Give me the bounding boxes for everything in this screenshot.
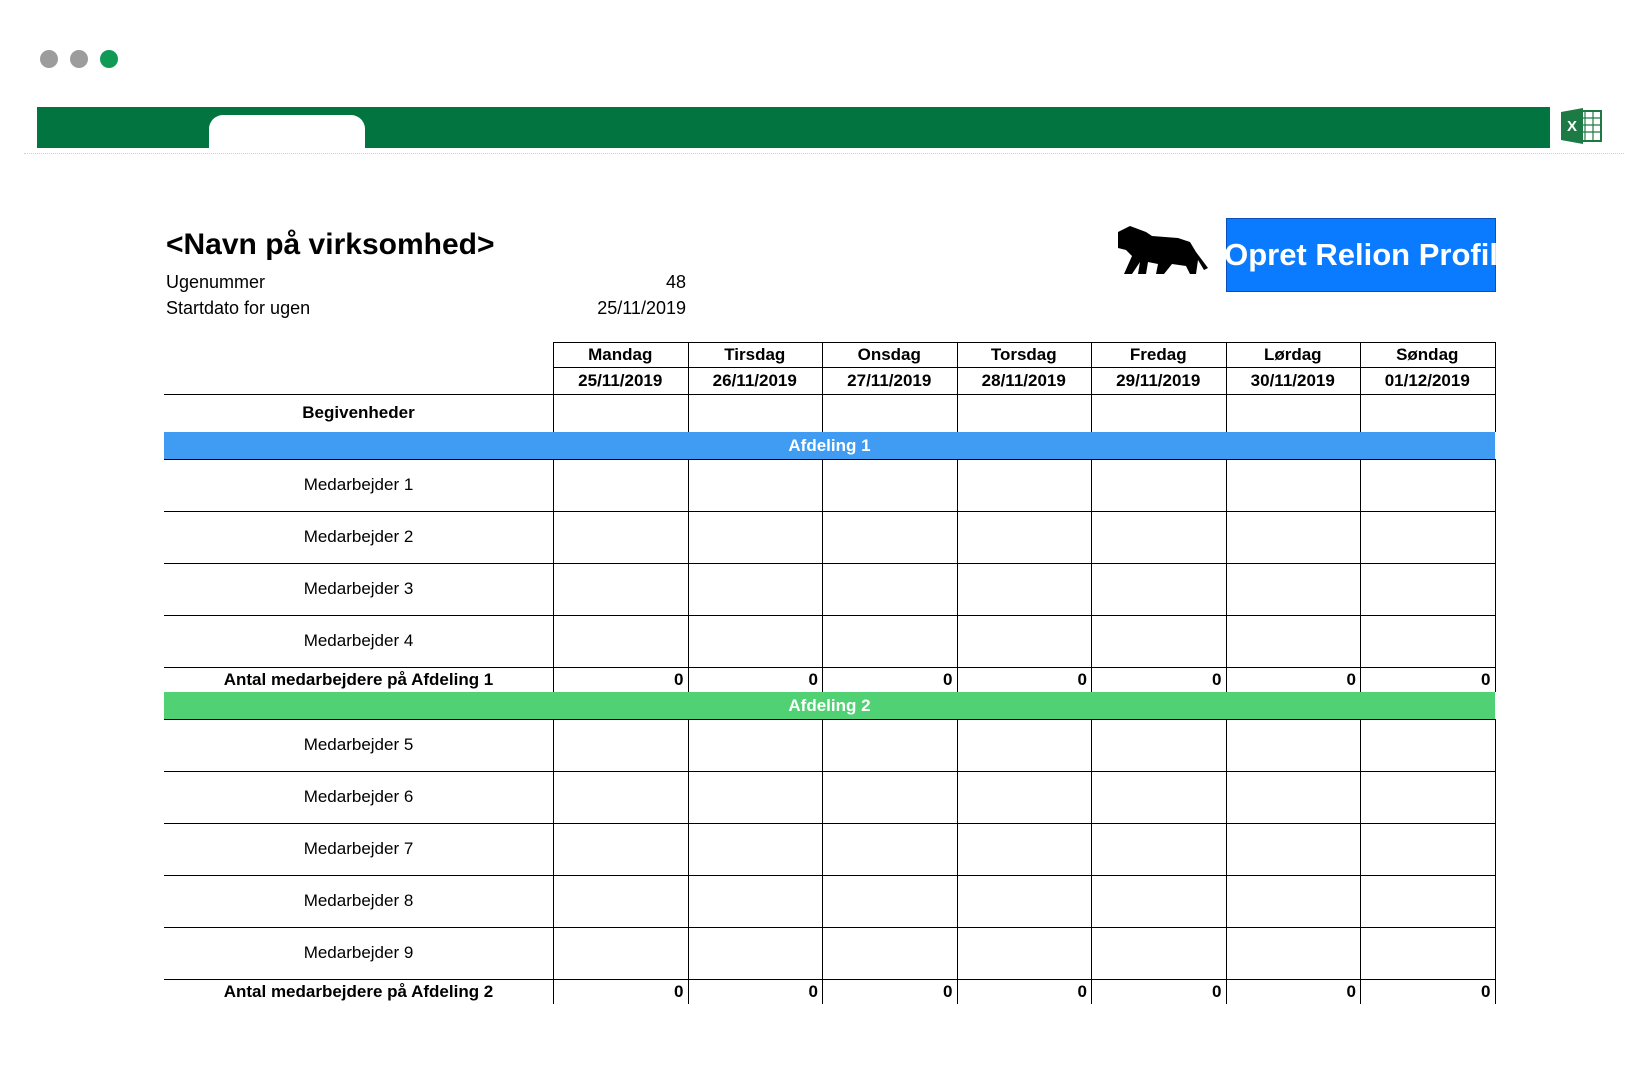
schedule-table	[164, 342, 1495, 1006]
day-header-lørdag[interactable]: Lørdag	[1263, 344, 1322, 364]
excel-icon	[1561, 107, 1605, 145]
grid-line	[957, 979, 958, 1004]
department-total-value: 0	[1077, 981, 1087, 1001]
day-header-tirsdag[interactable]: Tirsdag	[724, 344, 786, 364]
day-date[interactable]: 01/12/2019	[1384, 370, 1470, 390]
grid-line	[1360, 511, 1361, 563]
window-minimize-dot[interactable]	[70, 50, 88, 68]
grid-line	[957, 563, 958, 615]
grid-line	[688, 875, 689, 927]
employee-name[interactable]: Medarbejder 4	[303, 631, 414, 650]
grid-line	[553, 342, 554, 394]
grid-line	[1495, 459, 1496, 511]
shift-cell[interactable]	[822, 719, 957, 771]
shift-cell[interactable]	[1091, 771, 1226, 823]
shift-cell[interactable]	[688, 927, 823, 979]
events-cell[interactable]	[822, 394, 957, 432]
department-total-value: 0	[808, 669, 818, 689]
grid-line	[1226, 394, 1227, 432]
grid-line	[957, 771, 958, 823]
shift-cell[interactable]	[822, 511, 957, 563]
grid-line	[1226, 771, 1227, 823]
shift-cell[interactable]	[688, 563, 823, 615]
shift-cell[interactable]	[1091, 615, 1226, 667]
shift-cell[interactable]	[822, 875, 957, 927]
grid-line	[553, 927, 554, 979]
shift-cell[interactable]	[1091, 875, 1226, 927]
employee-name[interactable]: Medarbejder 6	[303, 787, 414, 806]
day-header-mandag[interactable]: Mandag	[588, 344, 653, 364]
shift-cell[interactable]	[957, 563, 1092, 615]
grid-line	[553, 719, 554, 771]
shift-cell[interactable]	[1091, 459, 1226, 511]
shift-cell[interactable]	[822, 823, 957, 875]
shift-cell[interactable]	[1360, 563, 1495, 615]
grid-line	[1091, 615, 1092, 667]
shift-cell[interactable]	[822, 771, 957, 823]
shift-cell[interactable]	[553, 823, 688, 875]
day-date[interactable]: 29/11/2019	[1116, 370, 1201, 390]
grid-line	[822, 719, 823, 771]
grid-line	[957, 823, 958, 875]
grid-line	[1360, 667, 1361, 692]
grid-line	[957, 459, 958, 511]
shift-cell[interactable]	[1360, 459, 1495, 511]
shift-cell[interactable]	[957, 615, 1092, 667]
shift-cell[interactable]	[822, 927, 957, 979]
events-cell[interactable]	[553, 394, 688, 432]
day-header-søndag[interactable]: Søndag	[1396, 344, 1459, 364]
shift-cell[interactable]	[1226, 459, 1361, 511]
employee-name[interactable]: Medarbejder 3	[303, 579, 414, 598]
grid-line	[957, 719, 958, 771]
grid-line	[1495, 615, 1496, 667]
grid-line	[1495, 875, 1496, 927]
shift-cell[interactable]	[1360, 823, 1495, 875]
grid-line	[822, 875, 823, 927]
grid-line	[1360, 771, 1361, 823]
day-date[interactable]: 28/11/2019	[981, 370, 1066, 390]
grid-line	[553, 875, 554, 927]
shift-cell[interactable]	[1226, 511, 1361, 563]
department-total-value: 0	[1346, 981, 1356, 1001]
department-total-value: 0	[808, 981, 818, 1001]
svg-text:X: X	[1566, 118, 1578, 135]
department-total-label: Antal medarbejdere på Afdeling 1	[223, 669, 494, 689]
grid-line	[822, 771, 823, 823]
shift-cell[interactable]	[1226, 875, 1361, 927]
shift-cell[interactable]	[688, 615, 823, 667]
grid-line	[1360, 342, 1361, 394]
shift-cell[interactable]	[1091, 927, 1226, 979]
grid-line	[1091, 771, 1092, 823]
shift-cell[interactable]	[1091, 563, 1226, 615]
week-number-value[interactable]: 48	[665, 272, 686, 292]
shift-cell[interactable]	[1226, 771, 1361, 823]
grid-line	[688, 771, 689, 823]
grid-line	[1091, 979, 1092, 1004]
ribbon-divider	[24, 153, 1624, 154]
grid-line	[1226, 875, 1227, 927]
grid-line	[553, 823, 554, 875]
grid-line	[688, 342, 689, 394]
grid-line	[822, 459, 823, 511]
grid-line	[688, 979, 689, 1004]
grid-line	[1226, 823, 1227, 875]
department-total-value: 0	[1212, 669, 1222, 689]
grid-line	[553, 979, 554, 1004]
company-name[interactable]: <Navn på virksomhed>	[166, 228, 495, 261]
employee-name[interactable]: Medarbejder 2	[303, 527, 414, 546]
department-total-value: 0	[674, 669, 684, 689]
window-close-dot[interactable]	[40, 50, 58, 68]
window-zoom-dot[interactable]	[100, 50, 118, 68]
grid-line	[1495, 979, 1496, 1004]
shift-cell[interactable]	[553, 771, 688, 823]
grid-line	[1495, 823, 1496, 875]
shift-cell[interactable]	[553, 719, 688, 771]
employee-name[interactable]: Medarbejder 8	[303, 891, 414, 910]
shift-cell[interactable]	[822, 459, 957, 511]
grid-line	[688, 823, 689, 875]
grid-line	[553, 563, 554, 615]
department-total-value: 0	[943, 981, 953, 1001]
grid-line	[957, 875, 958, 927]
grid-line	[1091, 342, 1092, 394]
day-date[interactable]: 26/11/2019	[712, 370, 797, 390]
shift-cell[interactable]	[1226, 927, 1361, 979]
grid-line	[1495, 563, 1496, 615]
shift-cell[interactable]	[688, 459, 823, 511]
grid-line	[1495, 394, 1496, 432]
events-cell[interactable]	[1091, 394, 1226, 432]
grid-line	[688, 667, 689, 692]
grid-line	[822, 394, 823, 432]
events-cell[interactable]	[1360, 394, 1495, 432]
grid-line	[1360, 615, 1361, 667]
grid-line	[1495, 719, 1496, 771]
grid-line	[822, 979, 823, 1004]
events-label: Begivenheder	[302, 403, 415, 422]
grid-line	[688, 615, 689, 667]
grid-line	[1495, 342, 1496, 394]
shift-cell[interactable]	[553, 875, 688, 927]
shift-cell[interactable]	[1360, 615, 1495, 667]
grid-line	[1226, 979, 1227, 1004]
shift-cell[interactable]	[1360, 875, 1495, 927]
grid-line	[688, 459, 689, 511]
grid-line	[688, 511, 689, 563]
shift-cell[interactable]	[688, 771, 823, 823]
employee-name[interactable]: Medarbejder 9	[303, 943, 414, 962]
day-date[interactable]: 27/11/2019	[847, 370, 932, 390]
shift-cell[interactable]	[1091, 511, 1226, 563]
grid-line	[1360, 394, 1361, 432]
grid-line	[1226, 615, 1227, 667]
grid-line	[1495, 511, 1496, 563]
grid-line	[1495, 771, 1496, 823]
shift-cell[interactable]	[553, 511, 688, 563]
grid-line	[957, 511, 958, 563]
grid-line	[1226, 927, 1227, 979]
shift-cell[interactable]	[1360, 719, 1495, 771]
grid-line	[1226, 667, 1227, 692]
shift-cell[interactable]	[553, 563, 688, 615]
grid-line	[688, 927, 689, 979]
department-total-value: 0	[943, 669, 953, 689]
grid-line	[822, 927, 823, 979]
shift-cell[interactable]	[957, 511, 1092, 563]
department-header: Afdeling 1	[164, 432, 1495, 459]
day-header-onsdag[interactable]: Onsdag	[857, 344, 921, 364]
grid-line	[1091, 719, 1092, 771]
grid-line	[553, 667, 554, 692]
week-number-label: Ugenummer	[166, 272, 266, 292]
grid-line	[553, 459, 554, 511]
grid-line	[1360, 719, 1361, 771]
grid-line	[1226, 719, 1227, 771]
shift-cell[interactable]	[822, 615, 957, 667]
shift-cell[interactable]	[1091, 823, 1226, 875]
department-total-value: 0	[674, 981, 684, 1001]
grid-line	[688, 394, 689, 432]
lion-icon	[1112, 226, 1212, 286]
shift-cell[interactable]	[957, 459, 1092, 511]
start-date-label: Startdato for ugen	[166, 298, 311, 318]
shift-cell[interactable]	[688, 511, 823, 563]
shift-cell[interactable]	[1360, 927, 1495, 979]
shift-cell[interactable]	[957, 927, 1092, 979]
shift-cell[interactable]	[688, 823, 823, 875]
grid-line	[1360, 927, 1361, 979]
grid-line	[1091, 875, 1092, 927]
grid-line	[1091, 563, 1092, 615]
events-cell[interactable]	[688, 394, 823, 432]
events-cell[interactable]	[1226, 394, 1361, 432]
department-total-label: Antal medarbejdere på Afdeling 2	[223, 981, 494, 1001]
shift-cell[interactable]	[957, 823, 1092, 875]
grid-line	[553, 394, 554, 432]
grid-line	[1226, 563, 1227, 615]
shift-cell[interactable]	[1226, 823, 1361, 875]
grid-line	[553, 511, 554, 563]
employee-name[interactable]: Medarbejder 5	[303, 735, 414, 754]
shift-cell[interactable]	[688, 875, 823, 927]
grid-line	[822, 342, 823, 394]
shift-cell[interactable]	[957, 719, 1092, 771]
grid-line	[1091, 823, 1092, 875]
department-total-value: 0	[1077, 669, 1087, 689]
shift-cell[interactable]	[1360, 771, 1495, 823]
grid-line	[553, 771, 554, 823]
shift-cell[interactable]	[1360, 511, 1495, 563]
grid-line	[1360, 875, 1361, 927]
shift-cell[interactable]	[553, 459, 688, 511]
grid-line	[1091, 394, 1092, 432]
department-total-value: 0	[1212, 981, 1222, 1001]
grid-line	[1091, 459, 1092, 511]
events-cell[interactable]	[957, 394, 1092, 432]
shift-cell[interactable]	[1091, 719, 1226, 771]
department-header: Afdeling 2	[164, 692, 1495, 719]
grid-line	[1226, 459, 1227, 511]
day-header-torsdag[interactable]: Torsdag	[990, 344, 1057, 364]
start-date-value[interactable]: 25/11/2019	[597, 298, 686, 318]
shift-cell[interactable]	[688, 719, 823, 771]
grid-line	[1091, 667, 1092, 692]
grid-line	[957, 342, 958, 394]
shift-cell[interactable]	[1226, 615, 1361, 667]
department-total-value: 0	[1481, 981, 1491, 1001]
shift-cell[interactable]	[1226, 563, 1361, 615]
department-total-value: 0	[1346, 669, 1356, 689]
shift-cell[interactable]	[822, 563, 957, 615]
grid-line	[957, 927, 958, 979]
grid-line	[1360, 563, 1361, 615]
grid-line	[957, 615, 958, 667]
grid-line	[957, 394, 958, 432]
grid-line	[822, 563, 823, 615]
grid-line	[688, 719, 689, 771]
day-date[interactable]: 25/11/2019	[578, 370, 663, 390]
grid-line	[688, 563, 689, 615]
grid-line	[1091, 927, 1092, 979]
grid-line	[822, 667, 823, 692]
grid-line	[822, 823, 823, 875]
shift-cell[interactable]	[1226, 719, 1361, 771]
grid-line	[1495, 927, 1496, 979]
shift-cell[interactable]	[553, 615, 688, 667]
grid-line	[553, 615, 554, 667]
grid-line	[1360, 979, 1361, 1004]
department-total-value: 0	[1481, 669, 1491, 689]
shift-cell[interactable]	[957, 771, 1092, 823]
day-date[interactable]: 30/11/2019	[1250, 370, 1335, 390]
grid-line	[1360, 459, 1361, 511]
shift-cell[interactable]	[957, 875, 1092, 927]
grid-line	[1495, 667, 1496, 692]
grid-line	[822, 511, 823, 563]
grid-line	[1091, 511, 1092, 563]
grid-line	[1226, 511, 1227, 563]
day-header-fredag[interactable]: Fredag	[1129, 344, 1187, 364]
active-sheet-tab[interactable]	[209, 115, 365, 155]
shift-cell[interactable]	[553, 927, 688, 979]
employee-name[interactable]: Medarbejder 7	[303, 839, 414, 858]
grid-line	[1226, 342, 1227, 394]
grid-line	[1360, 823, 1361, 875]
grid-line	[957, 667, 958, 692]
create-profile-button[interactable]: Opret Relion Profil	[1226, 218, 1496, 292]
grid-line	[822, 615, 823, 667]
employee-name[interactable]: Medarbejder 1	[303, 475, 414, 494]
